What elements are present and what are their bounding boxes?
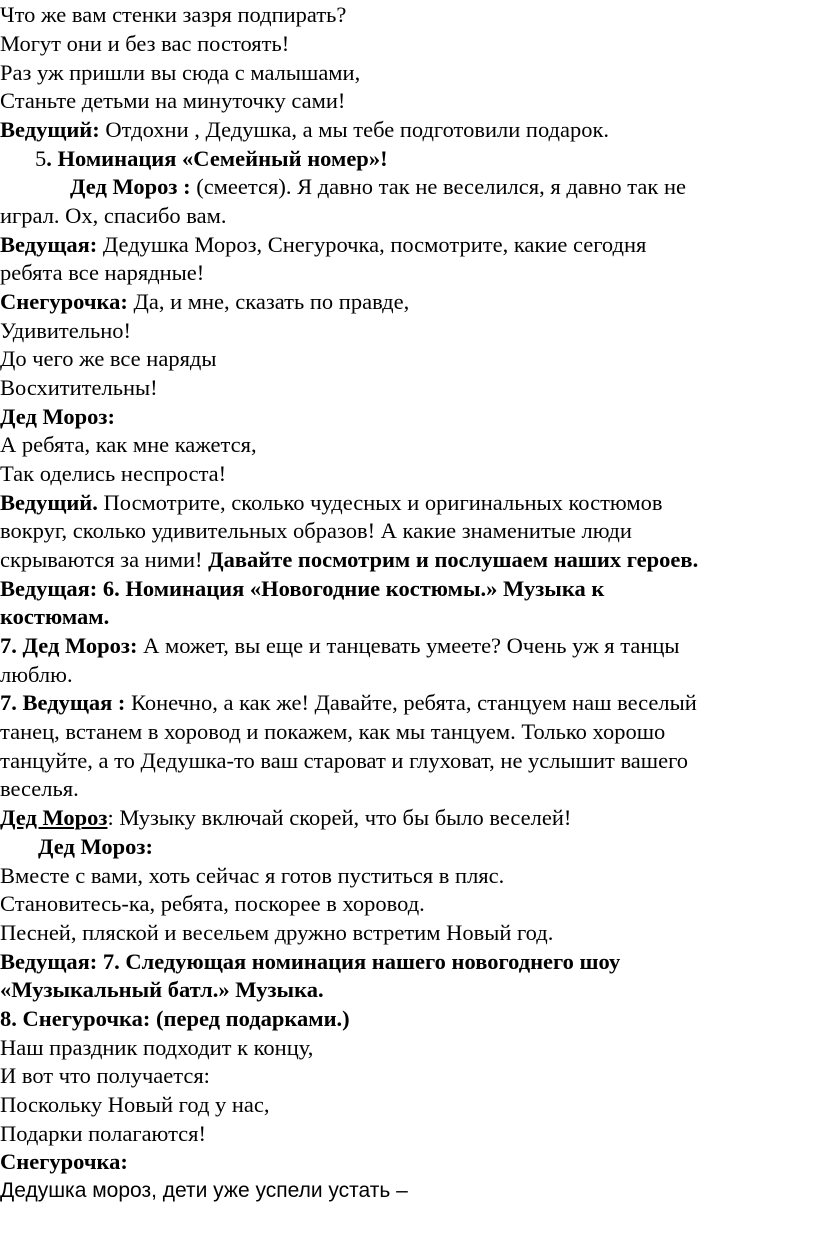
text-run: веселья.	[0, 776, 79, 801]
text-line	[0, 316, 131, 345]
text-run: И вот что получается:	[0, 1063, 210, 1088]
text-run: Дедушка мороз, дети уже успели устать –	[0, 1179, 408, 1202]
text-line	[38, 832, 153, 861]
text-run: Станьте детьми на минуточку сами!	[0, 88, 346, 113]
text-line	[0, 947, 620, 976]
bold-text-run: Снегурочка:	[0, 289, 128, 314]
bold-text-run: Дед Мороз:	[0, 404, 115, 429]
bold-text-run: Дед Мороз:	[38, 834, 153, 859]
text-run: Так оделись неспроста!	[0, 461, 227, 486]
bold-text-run: Давайте посмотрим и послушаем наших героев.	[208, 547, 699, 572]
text-line	[0, 1033, 313, 1062]
bold-text-run: Ведущий:	[0, 117, 100, 142]
bold-text-run: Ведущий.	[0, 490, 98, 515]
text-line	[0, 746, 688, 775]
text-line	[0, 0, 346, 29]
text-line	[0, 602, 109, 631]
text-run: Вместе с вами, хоть сейчас я готов пуститься в пляс.	[0, 863, 505, 888]
text-run: (смеется). Я давно так не веселился, я давно так не	[190, 174, 686, 199]
text-line	[0, 574, 604, 603]
bold-text-run: Ведущая:	[0, 232, 98, 257]
text-run: скрываются за ними!	[0, 547, 209, 572]
text-line	[0, 115, 609, 144]
text-run: Удивительно!	[0, 318, 132, 343]
bold-text-run: Ведущая: 7. Следующая номинация нашего новогоднего шоу	[0, 949, 621, 974]
bold-text-run: Ведущая: 6. Номинация «Новогодние костюмы.» Музыка к	[0, 576, 605, 601]
text-run: 5	[35, 146, 47, 171]
text-run: Становитесь-ка, ребята, поскорее в хоровод.	[0, 891, 425, 916]
text-run: : Музыку включай скорей, что бы было веселей!	[107, 805, 572, 830]
text-line	[0, 1119, 206, 1148]
text-run: танцуйте, а то Дедушка-то ваш староват и глуховат, не услышит вашего	[0, 748, 689, 773]
text-line	[0, 1090, 270, 1119]
text-line	[70, 172, 686, 201]
text-line	[35, 144, 388, 173]
text-line	[0, 58, 360, 87]
text-line	[0, 975, 324, 1004]
text-run: До чего же все наряды	[0, 346, 217, 371]
bold-text-run: Снегурочка:	[0, 1149, 128, 1174]
bold-text-run: . Номинация «Семейный номер»!	[46, 146, 388, 171]
text-line	[0, 29, 289, 58]
text-run: Наш праздник подходит к концу,	[0, 1035, 314, 1060]
text-run: люблю.	[0, 662, 73, 687]
text-line	[0, 86, 345, 115]
text-run: ребята все нарядные!	[0, 260, 205, 285]
text-line	[0, 688, 697, 717]
text-line	[0, 774, 79, 803]
text-run: вокруг, сколько удивительных образов! А какие знаменитые люди	[0, 518, 632, 543]
text-line	[0, 631, 680, 660]
text-line	[0, 459, 226, 488]
text-line	[0, 230, 646, 259]
text-run: Поскольку Новый год у нас,	[0, 1092, 270, 1117]
text-line	[0, 516, 632, 545]
bold-text-run: 8. Снегурочка: (перед подарками.)	[0, 1006, 350, 1031]
text-line	[0, 258, 204, 287]
text-run: танец, встанем в хоровод и покажем, как мы танцуем. Только хорошо	[0, 719, 666, 744]
text-line	[0, 889, 425, 918]
text-run: Дедушка Мороз, Снегурочка, посмотрите, какие сегодня	[97, 232, 647, 257]
text-run: Подарки полагаются!	[0, 1121, 207, 1146]
text-run: Посмотрите, сколько чудесных и оригинальных костюмов	[97, 490, 663, 515]
bold-text-run: Дед Мороз :	[70, 174, 191, 199]
bold-text-run: костюмам.	[0, 604, 110, 629]
text-run: Песней, пляской и весельем дружно встретим Новый год.	[0, 920, 554, 945]
text-run: Что же вам стенки зазря подпирать?	[0, 2, 347, 27]
text-line	[0, 430, 257, 459]
text-line	[0, 201, 226, 230]
bold-text-run: «Музыкальный батл.» Музыка.	[0, 977, 324, 1002]
text-run: Раз уж пришли вы сюда с малышами,	[0, 60, 361, 85]
text-run: играл. Ох, спасибо вам.	[0, 203, 227, 228]
text-line	[0, 861, 504, 890]
text-line	[0, 918, 553, 947]
text-line	[0, 488, 663, 517]
text-line	[0, 344, 217, 373]
text-line	[0, 402, 115, 431]
text-line	[0, 1004, 350, 1033]
text-line	[0, 545, 698, 574]
text-run: Отдохни , Дедушка, а мы тебе подготовили подарок.	[99, 117, 610, 142]
text-line	[0, 660, 73, 689]
bold-text-run: 7. Дед Мороз:	[0, 633, 138, 658]
bold-text-run: Дед Мороз	[0, 805, 108, 830]
text-line	[0, 803, 571, 832]
text-run: А может, вы еще и танцевать умеете? Очень уж я танцы	[137, 633, 680, 658]
text-run: Да, и мне, сказать по правде,	[127, 289, 410, 314]
text-run: Восхитительны!	[0, 375, 158, 400]
text-line	[0, 1147, 128, 1176]
text-line	[0, 717, 665, 746]
text-run: А ребята, как мне кажется,	[0, 432, 257, 457]
text-line	[0, 1176, 408, 1205]
text-run: Могут они и без вас постоять!	[0, 31, 290, 56]
text-line	[0, 287, 409, 316]
text-line	[0, 373, 158, 402]
text-run: Конечно, а как же! Давайте, ребята, станцуем наш веселый	[125, 690, 697, 715]
bold-text-run: 7. Ведущая :	[0, 690, 126, 715]
text-line	[0, 1061, 210, 1090]
